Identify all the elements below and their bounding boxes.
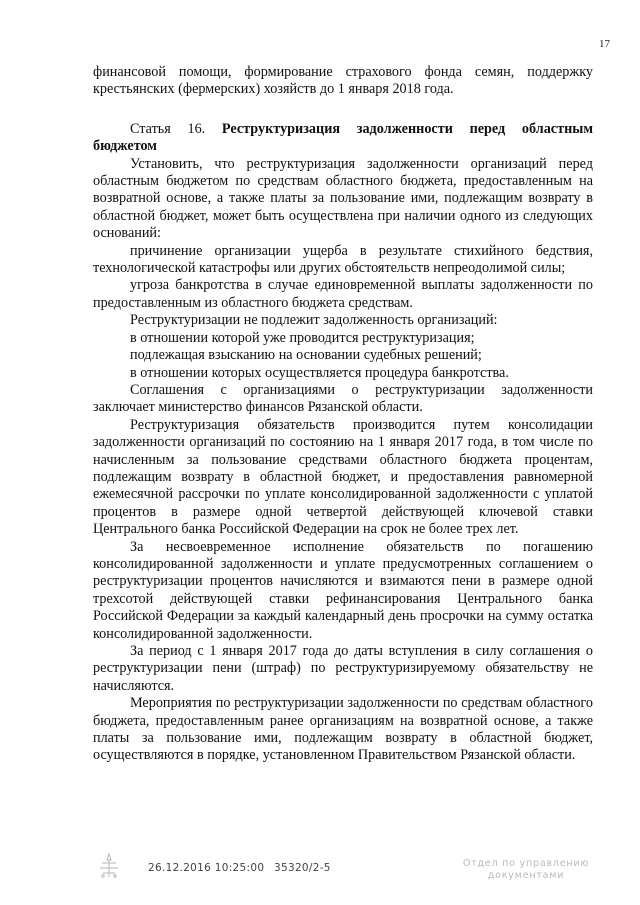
registration-mark-line: Отдел по управлению xyxy=(462,858,590,869)
paragraph: Мероприятия по реструктуризации задолженности по средствам областного бюджета, предоставленным ранее организациям на возвратной основе, а также платы за пользование ими, подлежащим возврату в областной бюджет, осуществляются в порядке, установленном Правительством Рязанской области. xyxy=(93,695,593,764)
paragraph: в отношении которой уже проводится реструктуризация; xyxy=(130,329,475,346)
document-body xyxy=(93,64,593,765)
paragraph: Соглашения с организациями о реструктуризации задолженности заключает министерство финансов Рязанской области. xyxy=(93,381,593,416)
paragraph: Установить, что реструктуризация задолженности организаций перед областным бюджетом по средствам областного бюджета, предоставленным на возвратной основе, а также платы за пользование ими, подлежащим возврату в областной бюджет, может быть осуществлена при наличии одного из следующих оснований: xyxy=(93,155,593,242)
paragraph: угроза банкротства в случае единовременной выплаты задолженности по предоставленным из областного бюджета средствам. xyxy=(93,277,593,311)
paragraph: финансовой помощи, формирование страхового фонда семян, поддержку крестьянских (фермерских) хозяйств до 1 января 2018 года. xyxy=(93,64,593,98)
registration-mark-line: документами xyxy=(487,870,565,881)
paragraph: причинение организации ущерба в результате стихийного бедствия, технологической катастрофы или других обстоятельств непреодолимой силы; xyxy=(93,242,593,277)
paragraph: За период с 1 января 2017 года до даты вступления в силу соглашения о реструктуризации пени (штраф) по реструктуризируемому обязательству не начисляются. xyxy=(93,643,593,694)
page-number: 17 xyxy=(599,38,610,50)
page-footer xyxy=(0,859,640,889)
registration-mark xyxy=(446,858,606,882)
paragraph: Реструктуризации не подлежит задолженность организаций: xyxy=(130,312,498,329)
paragraph: в отношении которых осуществляется процедура банкротства. xyxy=(130,364,509,381)
paragraph: подлежащая взысканию на основании судебных решений; xyxy=(130,347,482,364)
document-stamp-icon xyxy=(94,851,124,881)
article-heading xyxy=(93,121,593,156)
article-title: Реструктуризация задолженности перед областным бюджетом xyxy=(93,120,593,155)
footer-timestamp: 26.12.2016 10:25:00 xyxy=(148,862,265,874)
paragraph: Реструктуризация обязательств производится путем консолидации задолженности организаций по состоянию на 1 января 2017 года, в том числе по начисленным за пользование средствами областного бюджета процентам, подлежащим возврату в областной бюджет, и предоставления равномерной ежемесячной рассрочки по уплате консолидированной задолженности с уплатой процентов в размере одной четвертой действующей ключевой ставки Центрального банка Российской Федерации на срок не более трех лет. xyxy=(93,416,593,538)
article-label: Статья 16. xyxy=(130,120,206,137)
footer-document-id: 35320/2-5 xyxy=(274,862,331,874)
paragraph: За несвоевременное исполнение обязательств по погашению консолидированной задолженности и уплате предусмотренных соглашением о реструктуризации процентов начисляются и взимаются пени в размере одной трехсотой действующей ставки рефинансирования Центрального банка Российской Федерации за каждый календарный день просрочки на сумму остатка консолидированной задолженности. xyxy=(93,538,593,642)
